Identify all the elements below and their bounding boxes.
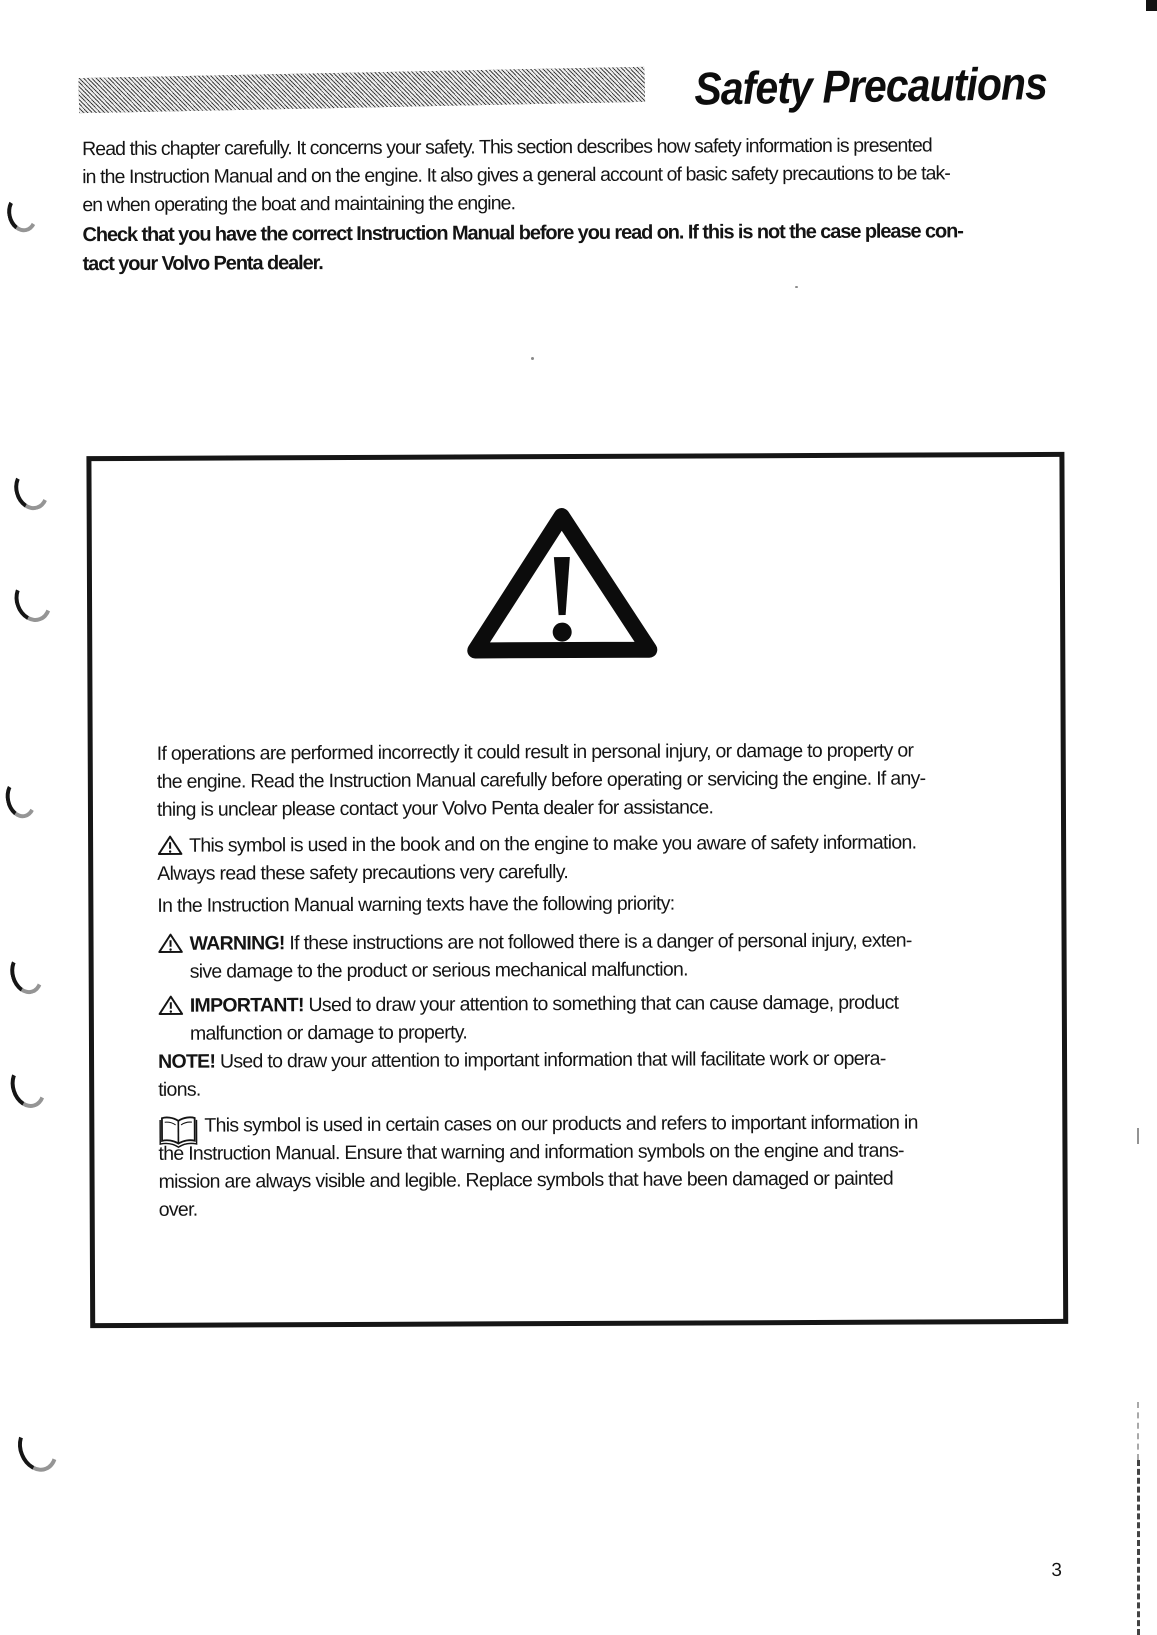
safety-box-text <box>157 736 1039 1224</box>
text-line: Read this chapter carefully. It concerns your safety. This section describes how safety information is presented <box>82 134 932 161</box>
text-line: If operations are performed incorrectly it could result in personal injury, or damage to property or <box>156 739 914 765</box>
important-label: IMPORTANT! <box>189 994 304 1017</box>
warning-item <box>157 926 1037 986</box>
manual-check-paragraph <box>82 217 963 279</box>
scan-edge-artifact <box>1137 1402 1139 1460</box>
scan-speck <box>795 286 798 288</box>
text-line: IMPORTANT! Used to draw your attention to something that can cause damage, product <box>189 991 899 1017</box>
binding-mark <box>4 192 41 236</box>
binding-mark <box>9 574 58 628</box>
text-line: mission are always visible and legible. Replace symbols that have been damaged or painted <box>158 1167 894 1193</box>
priority-line <box>157 888 1037 920</box>
binding-mark <box>11 1419 64 1478</box>
binding-mark <box>5 1060 51 1112</box>
note-label: NOTE! <box>158 1050 216 1073</box>
scan-edge-artifact <box>1137 1128 1139 1144</box>
text-line: the engine. Read the Instruction Manual carefully before operating or servicing the engine. If any- <box>156 767 926 793</box>
text-line: In the Instruction Manual warning texts have the following priority: <box>157 892 675 917</box>
text-line: Check that you have the correct Instruction Manual before you read on. If this is not the case please con- <box>82 220 963 247</box>
text-line: Always read these safety precautions very carefully. <box>157 861 569 885</box>
text-line: NOTE! Used to draw your attention to important information that will facilitate work or opera- <box>158 1047 886 1073</box>
scan-edge-artifact <box>1137 1460 1140 1635</box>
binding-mark <box>9 464 53 514</box>
text-line: en when operating the boat and maintaining the engine. <box>82 192 516 217</box>
intro-paragraph <box>82 131 950 219</box>
text-line: thing is unclear please contact your Volvo Penta dealer for assistance. <box>156 796 714 821</box>
binding-mark <box>5 949 47 998</box>
important-item <box>158 988 1038 1048</box>
text-line: tions. <box>158 1078 201 1101</box>
text-line: in the Instruction Manual and on the engine. It also gives a general account of basic safety precautions to be tak- <box>82 162 951 189</box>
safety-information-box <box>86 452 1068 1328</box>
open-book-icon <box>158 1114 198 1150</box>
text-line: This symbol is used in the book and on the engine to make you aware of safety information. <box>189 831 917 857</box>
text-line: tact your Volvo Penta dealer. <box>82 252 323 276</box>
text-line: sive damage to the product or serious mechanical malfunction. <box>189 958 688 983</box>
book-note-paragraph <box>158 1108 1038 1224</box>
page-title: Safety Precautions <box>693 56 1048 115</box>
text-line: the Instruction Manual. Ensure that warning and information symbols on the engine and trans- <box>158 1139 904 1165</box>
page-number: 3 <box>1051 1559 1062 1581</box>
text-line: WARNING! If these instructions are not followed there is a danger of personal injury, exten- <box>189 929 912 955</box>
warning-triangle-icon <box>157 932 183 955</box>
scan-corner-mark <box>1146 0 1157 11</box>
warning-triangle-icon <box>462 503 663 662</box>
warning-label: WARNING! <box>189 932 285 955</box>
text-line: This symbol is used in certain cases on our products and refers to important information in <box>204 1111 918 1137</box>
text-line: over. <box>158 1198 198 1221</box>
stipple-header-bar <box>78 67 645 113</box>
warning-triangle-icon <box>158 994 184 1017</box>
box-intro-paragraph <box>157 736 1037 824</box>
note-item <box>158 1044 1038 1104</box>
symbol-note-paragraph <box>157 828 1037 888</box>
warning-triangle-icon <box>157 834 183 857</box>
binding-mark <box>2 776 40 821</box>
scan-speck <box>531 357 534 360</box>
text-line: malfunction or damage to property. <box>189 1021 468 1045</box>
